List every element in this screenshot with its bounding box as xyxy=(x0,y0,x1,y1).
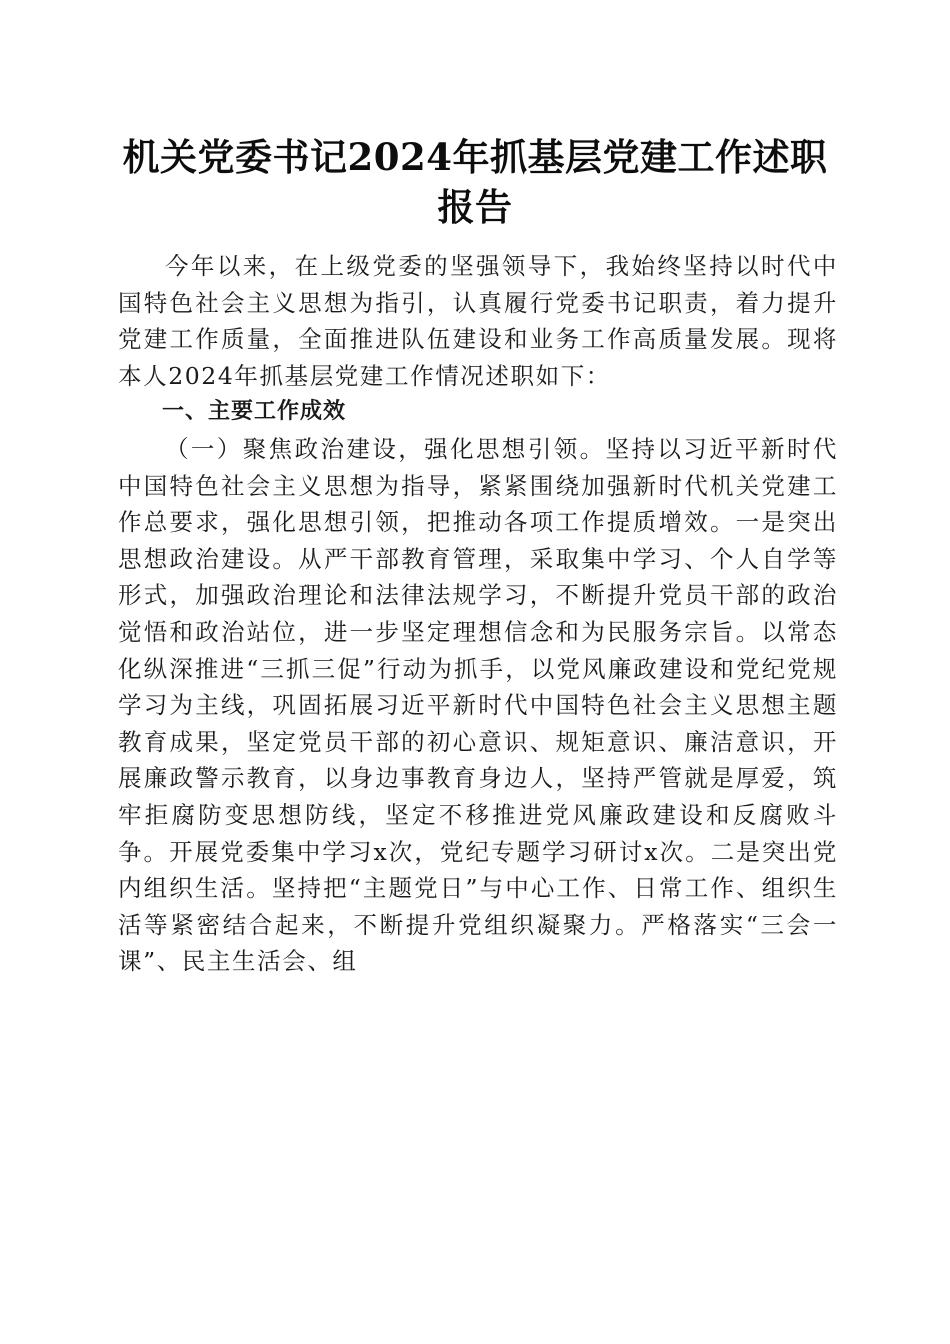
section-paragraph: （一）聚焦政治建设，强化思想引领。坚持以习近平新时代中国特色社会主义思想为指导，紧紧围绕加强新时代机关党建工作总要求，强化思想引领，把推动各项工作提质增效。一是突出思想政治建设。从严干部教育管理，采取集中学习、个人自学等形式，加强政治理论和法律法规学习，不断提升党员干部的政治觉悟和政治站位，进一步坚定理想信念和为民服务宗旨。以常态化纵深推进“三抓三促”行动为抓手，以党风廉政建设和党纪党规学习为主线，巩固拓展习近平新时代中国特色社会主义思想主题教育成果，坚定党员干部的初心意识、规矩意识、廉洁意识，开展廉政警示教育，以身边事教育身边人，坚持严管就是厚爱，筑牢拒腐防变思想防线，坚定不移推进党风廉政建设和反腐败斗争。开展党委集中学习x次，党纪专题学习研讨x次。二是突出党内组织生活。坚持把“主题党日”与中心工作、日常工作、组织生活等紧密结合起来，不断提升党组织凝聚力。严格落实“三会一课”、民主生活会、组 xyxy=(118,434,838,976)
document-title: 机关党委书记2024年抓基层党建工作述职报告 xyxy=(122,135,828,229)
section-heading: 一、主要工作成效 xyxy=(162,399,347,425)
intro-paragraph: 今年以来，在上级党委的坚强领导下，我始终坚持以时代中国特色社会主义思想为指引，认真履行党委书记职责，着力提升党建工作质量，全面推进队伍建设和业务工作高质量发展。现将本人2024年抓基层党建工作情况述职如下： xyxy=(118,252,838,390)
document-body xyxy=(118,248,838,980)
